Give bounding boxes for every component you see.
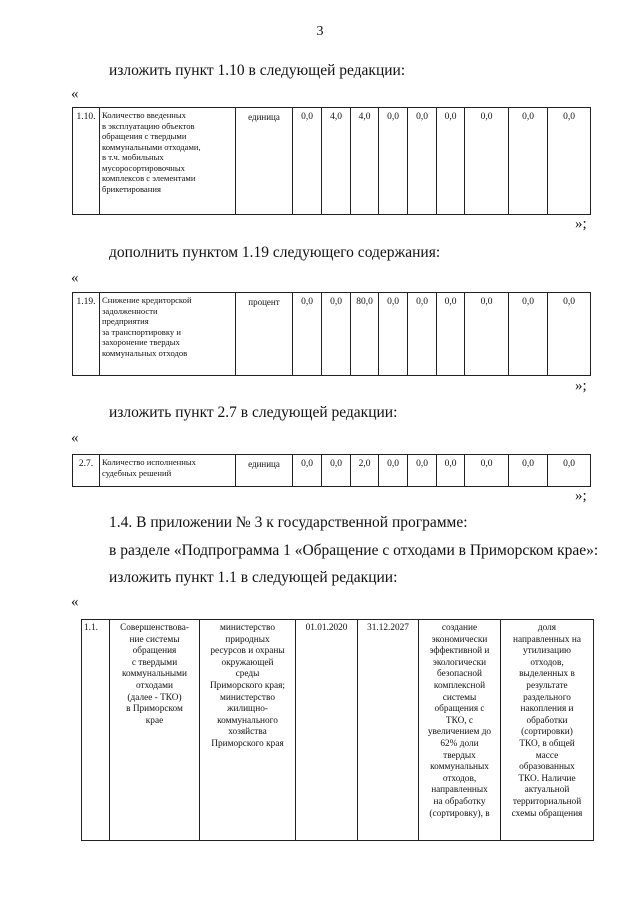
row-number: 1.19.	[73, 293, 100, 376]
table-row-2-7	[72, 454, 591, 487]
indicator-label: Снижение кредиторской задолженности предприятия за транспортировку и захоронение твердых коммунальных отходов	[100, 293, 236, 376]
value-cell: 0,0	[379, 455, 408, 487]
value-cell: 0,0	[379, 108, 408, 215]
value-cell: 4,0	[351, 108, 379, 215]
value-cell: 0,0	[408, 455, 437, 487]
value-cell: 0,0	[379, 293, 408, 376]
section-2-close-quote: »;	[575, 378, 587, 394]
value-cell: 4,0	[322, 108, 351, 215]
unit: единица	[236, 455, 293, 487]
section-3-intro: изложить пункт 2.7 в следующей редакции:	[109, 404, 398, 421]
value-cell: 0,0	[437, 293, 465, 376]
table-row-1-19	[72, 292, 591, 376]
open-quote-1-1: «	[71, 594, 79, 610]
value-cell: 0,0	[509, 455, 548, 487]
value-cell: 0,0	[322, 293, 351, 376]
value-cell: 0,0	[465, 108, 509, 215]
section-3-open-quote: «	[71, 430, 79, 446]
section-1-intro: изложить пункт 1.10 в следующей редакции:	[109, 62, 406, 79]
section-1-close-quote: »;	[575, 216, 587, 232]
section-2-open-quote: «	[71, 270, 79, 286]
value-cell: 2,0	[351, 455, 379, 487]
unit: процент	[236, 293, 293, 376]
heading-1-4: 1.4. В приложении № 3 к государственной программе:	[109, 514, 468, 531]
unit: единица	[236, 108, 293, 215]
row-number: 1.1.	[82, 620, 110, 841]
row-number: 1.10.	[73, 108, 100, 215]
value-cell: 0,0	[437, 455, 465, 487]
section-line: в разделе «Подпрограмма 1 «Обращение с отходами в Приморском крае»:	[109, 542, 599, 559]
value-cell: 0,0	[408, 108, 437, 215]
value-cell: 0,0	[465, 293, 509, 376]
indicator-label: Количество исполненных судебных решений	[100, 455, 236, 487]
value-cell: 0,0	[548, 455, 591, 487]
table-row-1-10	[72, 107, 591, 215]
value-cell: 0,0	[548, 108, 591, 215]
value-cell: 0,0	[437, 108, 465, 215]
value-cell: 0,0	[408, 293, 437, 376]
table-row-1-1	[81, 619, 594, 841]
section-3-close-quote: »;	[575, 488, 587, 504]
indicator-link: доля направленных на утилизацию отходов, выделенных в результате раздельного накопления и обработки (сортировки) ТКО, в общей массе образованных ТКО. Наличие актуальной территориальной схемы обращения	[501, 620, 594, 841]
value-cell: 0,0	[509, 108, 548, 215]
value-cell: 80,0	[351, 293, 379, 376]
section-1-open-quote: «	[71, 86, 79, 102]
executor: министерство природных ресурсов и охраны окружающей среды Приморского края; министерство жилищно- коммунального хозяйства Приморского края	[200, 620, 296, 841]
value-cell: 0,0	[293, 108, 322, 215]
value-cell: 0,0	[509, 293, 548, 376]
section-2-intro: дополнить пунктом 1.19 следующего содержания:	[109, 244, 441, 261]
row-number: 2.7.	[73, 455, 100, 487]
value-cell: 0,0	[293, 455, 322, 487]
end-date: 31.12.2027	[358, 620, 419, 841]
page-number: 3	[316, 24, 324, 39]
event-name: Совершенствова- ние системы обращения с твердыми коммунальными отходами (далее - ТКО) в Приморском крае	[110, 620, 200, 841]
intro-1-1: изложить пункт 1.1 в следующей редакции:	[109, 569, 398, 586]
start-date: 01.01.2020	[296, 620, 358, 841]
value-cell: 0,0	[322, 455, 351, 487]
expected-result: создание экономически эффективной и экологически безопасной комплексной системы обращения с ТКО, с увеличением до 62% доли твердых коммунальных отходов, направленных на обработку (сортировку), в	[419, 620, 501, 841]
value-cell: 0,0	[465, 455, 509, 487]
value-cell: 0,0	[548, 293, 591, 376]
indicator-label: Количество введенных в эксплуатацию объектов обращения с твердыми коммунальными отходами, в т.ч. мобильных мусоросортировочных комплексов с элементами брикетирования	[100, 108, 236, 215]
value-cell: 0,0	[293, 293, 322, 376]
